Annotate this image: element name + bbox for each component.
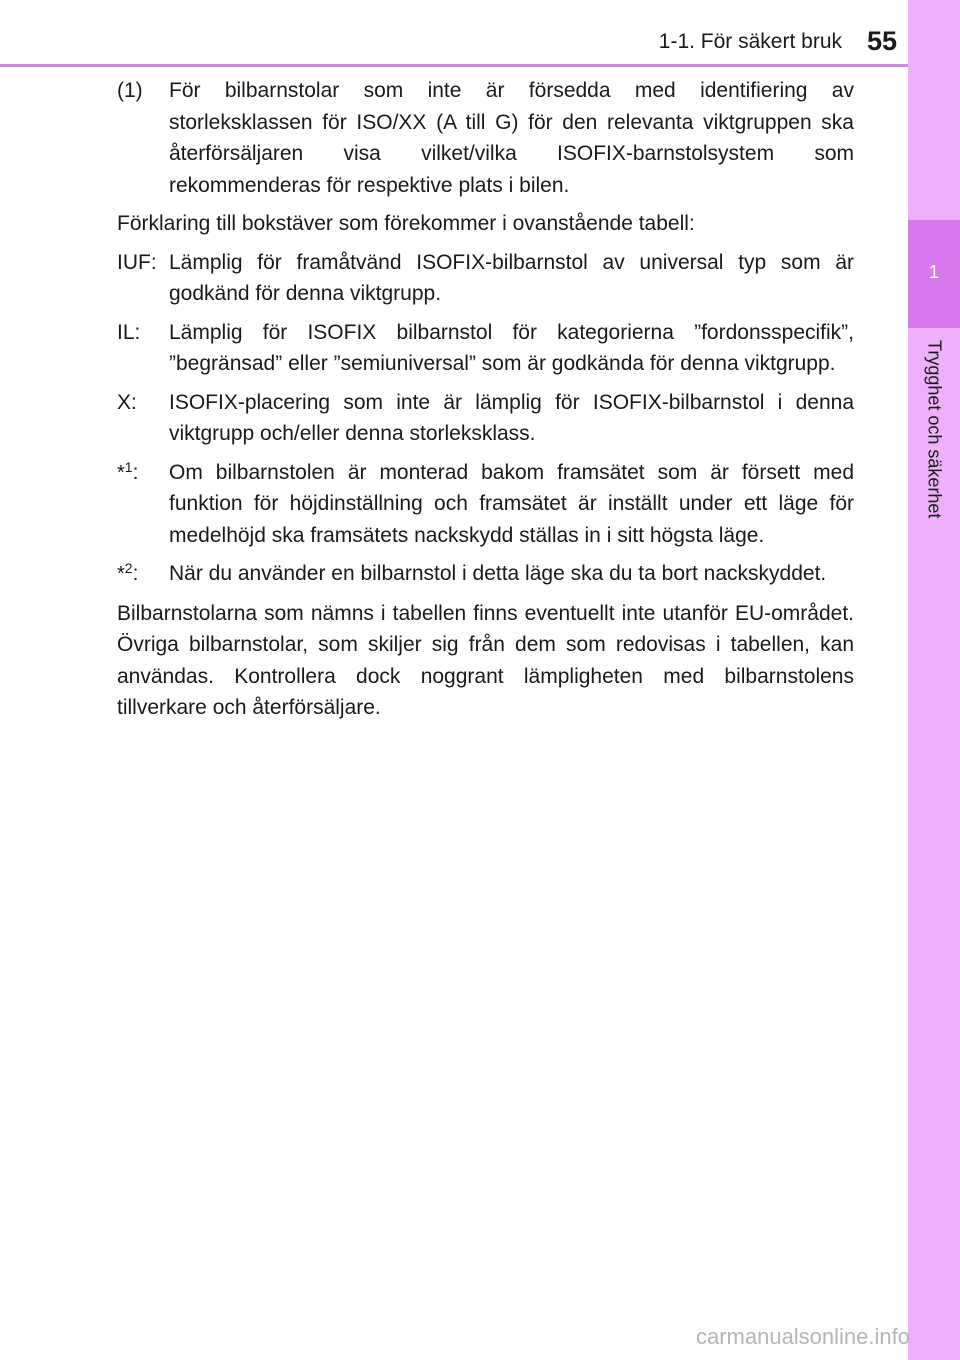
legend-text: Lämplig för ISOFIX bilbarnstol för kategorierna ”fordonsspecifik”, ”begränsad” eller ”semiuniversal” som är godkända för denna viktgrupp. xyxy=(169,320,854,375)
note-label: (1) xyxy=(117,79,143,102)
page-number: 55 xyxy=(866,26,897,56)
note-text: För bilbarnstolar som inte är försedda med identifiering av storleksklassen för ISO/XX (A till G) för den relevanta viktgruppen ska återförsäljaren visa vilket/vilka ISOFIX-barnstolsystem som rekommenderas för respektive plats i bilen. xyxy=(169,79,854,197)
footnote-colon: : xyxy=(132,460,139,484)
footnote-item xyxy=(117,558,854,591)
main-content xyxy=(117,75,854,731)
footnote-item xyxy=(117,457,854,552)
footnote-marker xyxy=(117,558,169,591)
legend-intro: Förklaring till bokstäver som förekommer i ovanstående tabell: xyxy=(117,212,695,235)
footnote-number: 2 xyxy=(124,560,133,576)
legend-label: X: xyxy=(117,390,137,414)
legend-text: ISOFIX-placering som inte är lämplig för ISOFIX-bilbarnstol i denna viktgrupp och/eller denna storleksklass. xyxy=(169,390,854,445)
footnote-number: 1 xyxy=(124,458,133,475)
chapter-label: Trygghet och säkerhet xyxy=(924,340,945,519)
closing-paragraph: Bilbarnstolarna som nämns i tabellen finns eventuellt inte utanför EU-området. Övriga bilbarnstolar, som skiljer sig från dem som redovisas i tabellen, kan användas. Kontrollera dock noggrant lämpligheten med bilbarnstolens tillverkare och återförsäljare. xyxy=(117,601,854,719)
section-title: 1-1. För säkert bruk xyxy=(658,30,842,53)
footnote-text: När du använder en bilbarnstol i detta läge ska du ta bort nackskyddet. xyxy=(169,562,827,585)
footnote-marker xyxy=(117,457,169,552)
legend-label: IL: xyxy=(117,320,141,344)
watermark: carmanualsonline.info xyxy=(695,1324,910,1349)
header-divider xyxy=(0,64,908,67)
note-item xyxy=(117,75,854,201)
footnote-star: * xyxy=(117,563,125,585)
legend-item xyxy=(117,317,854,380)
chapter-number: 1 xyxy=(928,262,939,282)
legend-label: IUF: xyxy=(117,250,157,274)
footnote-text: Om bilbarnstolen är monterad bakom framsätet som är försett med funktion för höjdinställning och framsätet är inställt under ett läge för medelhöjd ska framsätets nackskydd ställas in i sitt högsta läge. xyxy=(169,460,854,547)
legend-item xyxy=(117,247,854,310)
legend-item xyxy=(117,387,854,450)
footnote-star: * xyxy=(117,461,125,484)
footnote-colon: : xyxy=(132,562,139,585)
chapter-side-tab xyxy=(908,0,960,1360)
legend-text: Lämplig för framåtvänd ISOFIX-bilbarnstol av universal typ som är godkänd för denna viktgrupp. xyxy=(169,250,854,305)
